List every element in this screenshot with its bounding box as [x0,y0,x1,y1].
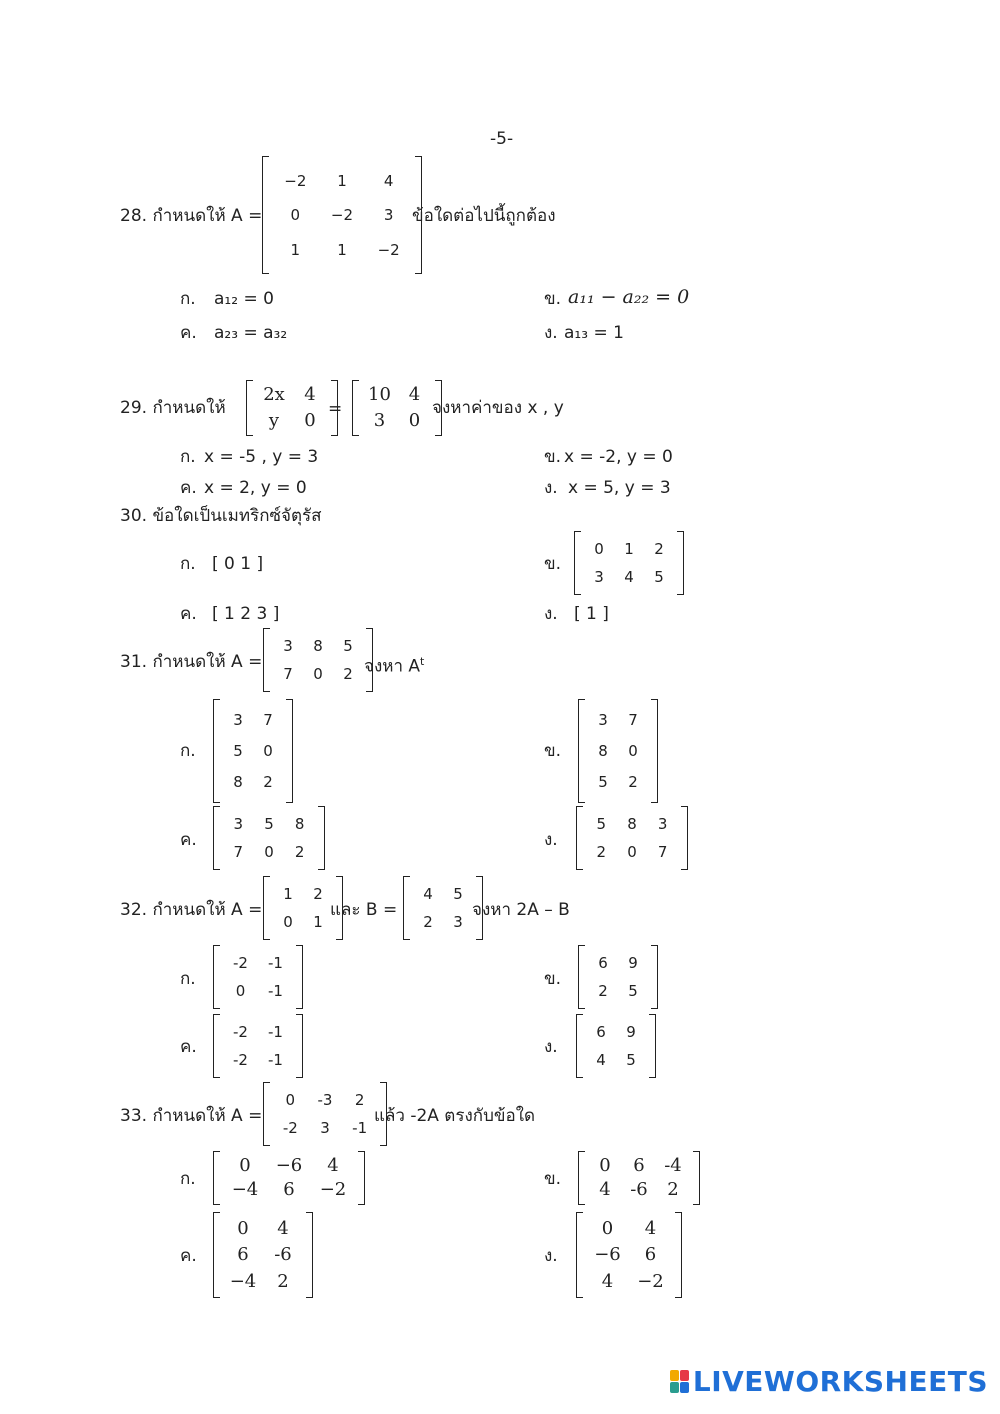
q31-stem: 31. กำหนดให้ A = [120,652,263,672]
logo-mark-icon [670,1370,689,1393]
matrix-cell: -2 [233,954,248,972]
q28-option-d[interactable]: a₁₃ = 1 [564,323,624,343]
liveworksheets-logo [670,1365,988,1398]
matrix-cell: 4 [277,1217,289,1239]
matrix-cell: 8 [294,815,305,833]
q31-option-b-matrix[interactable] [578,699,658,803]
matrix-cell: −2 [637,1270,664,1292]
matrix-cell: 3 [598,711,608,729]
q31-option-d-label: ง. [544,830,558,850]
matrix-cell: 3 [383,206,394,224]
matrix-cell: -1 [268,954,283,972]
matrix-cell: 7 [233,843,244,861]
q30-option-a[interactable]: [ 0 1 ] [212,554,264,574]
matrix-cell: 8 [627,815,637,833]
matrix-cell: 8 [313,637,323,655]
matrix-cell: 0 [599,1154,611,1176]
matrix-cell: 5 [343,637,353,655]
q32-option-a-matrix[interactable] [213,945,303,1009]
q28-stem: 28. กำหนดให้ A = [120,206,263,226]
matrix-cell: 5 [598,773,608,791]
matrix-cell: 1 [337,240,347,259]
q32-stem: 32. กำหนดให้ A = [120,900,263,920]
matrix-cell: 0 [283,913,293,931]
q32-option-d-matrix[interactable] [576,1014,656,1078]
matrix-cell: −2 [377,240,400,259]
q32-option-c-label: ค. [180,1037,197,1057]
matrix-cell: -6 [274,1244,292,1265]
q28-option-d-label: ง. [544,323,558,343]
logo-square [680,1382,689,1393]
matrix-cell: 0 [601,1217,614,1239]
q30-option-a-label: ก. [180,554,196,574]
matrix-cell: 2 [263,773,273,791]
matrix-cell: 2 [313,885,323,903]
matrix-cell: 3 [283,637,293,655]
q30-option-d[interactable]: [ 1 ] [574,604,609,624]
q30-option-b-label: ข. [544,554,562,574]
matrix-cell: 9 [628,954,638,972]
q32-mid: และ B = [330,900,398,920]
matrix-cell: 1 [337,171,347,190]
matrix-cell: -1 [268,1051,283,1069]
q33-option-c-matrix[interactable] [213,1212,313,1298]
matrix-cell: 8 [598,742,608,760]
matrix-cell: 2 [628,773,638,791]
matrix-cell: 4 [423,885,433,903]
q33-option-b-matrix[interactable] [578,1151,700,1205]
matrix-cell: 10 [368,384,391,406]
q29-option-d[interactable]: x = 5, y = 3 [568,478,671,498]
matrix-cell: 7 [263,711,273,729]
q33-option-d-matrix[interactable] [576,1212,682,1298]
matrix-cell: 5 [626,1051,636,1069]
matrix-cell: 0 [594,540,604,558]
q29-left-matrix [246,380,338,436]
matrix-cell: 2 [354,1091,365,1109]
q28-option-c[interactable]: a₂₃ = a₃₂ [214,323,288,343]
q32-option-c-matrix[interactable] [213,1014,303,1078]
matrix-cell: 1 [313,913,323,931]
matrix-cell: 5 [264,815,274,833]
page-number: -5- [490,129,514,149]
matrix-cell: 0 [285,1091,296,1109]
matrix-cell: 5 [453,885,463,903]
q28-option-a-label: ก. [180,289,196,309]
matrix-cell: 6 [283,1179,295,1201]
matrix-cell: 7 [628,711,638,729]
matrix-cell: 7 [657,843,668,861]
matrix-cell: 4 [408,384,421,406]
matrix-cell: 2 [343,665,353,683]
matrix-cell: -1 [268,1023,283,1041]
matrix-cell: -3 [317,1091,333,1109]
matrix-cell: 0 [304,409,316,431]
matrix-cell: -2 [282,1119,298,1137]
matrix-cell: 0 [628,742,638,760]
matrix-cell: 5 [654,568,664,586]
q29-after: จงหาค่าของ x , y [432,398,564,418]
q31-after-wrap [364,651,424,678]
q32-option-a-label: ก. [180,969,196,989]
matrix-cell: -4 [664,1154,682,1176]
q32-option-b-matrix[interactable] [578,945,658,1009]
matrix-cell: 6 [237,1244,249,1265]
q29-option-c-label: ค. [180,478,197,498]
matrix-cell: 5 [596,815,607,833]
matrix-cell: -2 [233,1051,248,1069]
q32-option-b-label: ข. [544,969,562,989]
q31-sup: t [420,655,425,668]
q29-option-b[interactable]: x = -2, y = 0 [564,447,673,467]
matrix-cell: 6 [596,1023,606,1041]
q31-option-b-label: ข. [544,741,562,761]
q31-option-c-matrix[interactable] [213,806,325,870]
q28-option-a[interactable]: a₁₂ = 0 [214,289,274,309]
q29-option-b-label: ข. [544,447,562,467]
q28-after: ข้อใดต่อไปนี้ถูกต้อง [412,206,556,226]
matrix-cell: 2 [277,1270,289,1292]
matrix-cell: −6 [275,1154,303,1176]
matrix-cell: 4 [383,171,394,190]
matrix-cell: 7 [283,665,293,683]
matrix-cell: 4 [599,1179,611,1201]
matrix-cell: 1 [283,885,293,903]
matrix-cell: 3 [320,1119,330,1137]
matrix-cell: 4 [624,568,634,586]
matrix-cell: 4 [304,384,316,406]
q28-option-b-label: ข. [544,289,562,309]
matrix-cell: 0 [313,665,323,683]
logo-square [670,1382,679,1393]
q29-option-d-label: ง. [544,478,558,498]
q30-stem: 30. ข้อใดเป็นเมทริกซ์จัตุรัส [120,506,322,526]
matrix-cell: 4 [327,1154,339,1176]
matrix-cell: 0 [627,843,637,861]
matrix-cell: 2 [596,843,607,861]
q33-option-c-label: ค. [180,1246,197,1266]
matrix-cell: 9 [626,1023,636,1041]
matrix-cell: 0 [408,409,421,431]
q33-option-b-label: ข. [544,1169,562,1189]
matrix-cell: 3 [594,568,604,586]
matrix-cell: 0 [235,982,246,1000]
matrix-cell: 1 [290,240,301,259]
matrix-cell: 6 [598,954,608,972]
matrix-cell: 2 [598,982,608,1000]
matrix-cell: 4 [601,1270,614,1292]
matrix-cell: 2 [654,540,664,558]
matrix-cell: 4 [596,1051,606,1069]
matrix-cell: 3 [233,815,244,833]
matrix-cell: 0 [263,742,273,760]
matrix-cell: 6 [644,1244,657,1265]
q31-option-a-label: ก. [180,741,196,761]
q28-option-c-label: ค. [180,323,197,343]
matrix-cell: −4 [229,1270,257,1292]
q30-option-b-matrix[interactable] [574,531,684,595]
q29-stem: 29. กำหนดให้ [120,398,226,418]
matrix-cell: −2 [319,1179,347,1201]
q32-option-d-label: ง. [544,1037,558,1057]
matrix-cell: −4 [231,1179,259,1201]
q31-option-d-matrix[interactable] [576,806,688,870]
q29-option-a[interactable]: x = -5 , y = 3 [204,447,319,467]
matrix-cell: 0 [264,843,274,861]
matrix-cell: −6 [594,1244,621,1265]
q29-option-c[interactable]: x = 2, y = 0 [204,478,307,498]
q33-option-d-label: ง. [544,1246,558,1266]
matrix-cell: 0 [237,1217,249,1239]
q28-option-b[interactable]: a₁₁ − a₂₂ = 0 [568,286,690,308]
q29-equals: = [328,399,343,419]
q31-matrix [263,628,373,692]
q33-matrix [263,1082,387,1146]
q32-matrix-b [403,876,483,940]
q33-option-a-label: ก. [180,1169,196,1189]
matrix-cell: 0 [290,206,301,224]
matrix-cell: 5 [233,742,243,760]
matrix-cell: 1 [624,540,634,558]
q31-option-a-matrix[interactable] [213,699,293,803]
matrix-cell: 6 [633,1154,645,1176]
matrix-cell: 2 [667,1179,679,1201]
q28-matrix [262,156,422,274]
matrix-cell: -2 [233,1023,248,1041]
logo-square [670,1370,679,1381]
matrix-cell: -1 [268,982,283,1000]
logo-text: LIVEWORKSHEETS [692,1365,988,1398]
q30-option-c-label: ค. [180,604,197,624]
matrix-cell: -6 [630,1179,648,1201]
matrix-cell: 4 [644,1217,657,1239]
q30-option-d-label: ง. [544,604,558,624]
matrix-cell: 2 [423,913,433,931]
q33-stem: 33. กำหนดให้ A = [120,1106,263,1126]
matrix-cell: -1 [352,1119,368,1137]
q32-after: จงหา 2A – B [472,900,570,920]
q33-option-a-matrix[interactable] [213,1151,365,1205]
matrix-cell: y [268,409,280,431]
matrix-cell: 3 [657,815,668,833]
q31-after: จงหา A [364,656,421,677]
q33-after: แล้ว -2A ตรงกับข้อใด [374,1106,536,1126]
q29-option-a-label: ก. [180,447,196,467]
logo-square [680,1370,689,1381]
q29-right-matrix [352,380,442,436]
q31-option-c-label: ค. [180,830,197,850]
matrix-cell: 5 [628,982,638,1000]
matrix-cell: 8 [233,773,243,791]
matrix-cell: 3 [373,409,386,431]
matrix-cell: 2x [263,384,285,406]
matrix-cell: −2 [330,206,354,224]
matrix-cell: 3 [453,913,463,931]
q30-option-c[interactable]: [ 1 2 3 ] [212,604,280,624]
matrix-cell: 0 [239,1154,251,1176]
matrix-cell: 2 [294,843,305,861]
matrix-cell: 3 [233,711,243,729]
matrix-cell: −2 [284,171,307,190]
